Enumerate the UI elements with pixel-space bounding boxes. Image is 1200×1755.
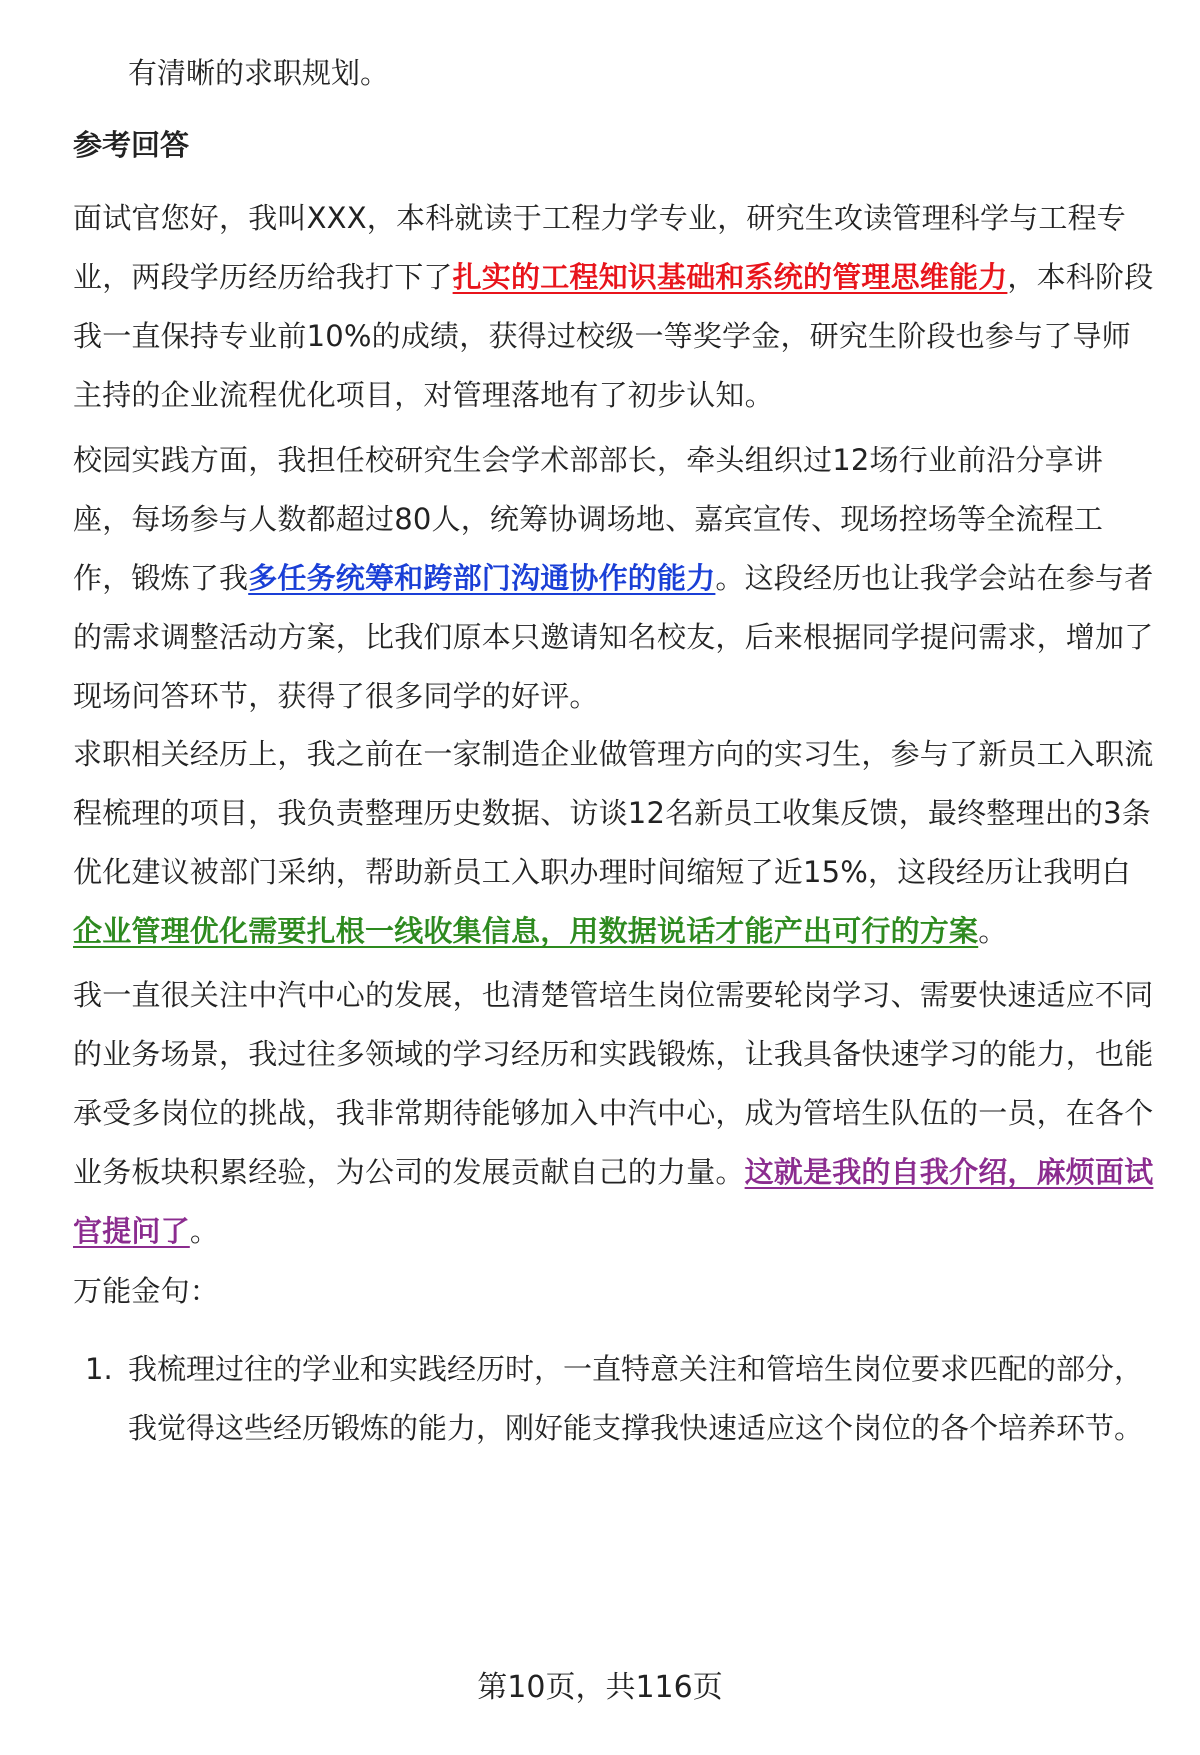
- paragraph-education-text-tail: ，本科阶段我一直保持专业前10%的成绩，获得过校级一等奖学金，研究生阶段也参与了导师主持的企业流程优化项目，对管理落地有了初步认知。: [73, 260, 1154, 412]
- section-heading: 参考回答: [73, 128, 190, 162]
- paragraph-campus: [73, 431, 1155, 726]
- list-item-number: 1.: [85, 1352, 113, 1386]
- paragraph-motivation-text: 我一直很关注中汽中心的发展，也清楚管培生岗位需要轮岗学习、需要快速适应不同的业务场景，我过往多领域的学习经历和实践锻炼，让我具备快速学习的能力，也能承受多岗位的挑战，我非常期待能够加入中汽中心，成为管培生队伍的一员，在各个业务板块积累经验，为公司的发展贡献自己的力量。: [73, 978, 1154, 1189]
- paragraph-motivation: [73, 966, 1155, 1261]
- highlight-purple-text: 这就是我的自我介绍，麻烦面试官提问了: [73, 1155, 1154, 1248]
- highlight-red-text: 扎实的工程知识基础和系统的管理思维能力: [452, 260, 1008, 294]
- list-item: [85, 1340, 1155, 1458]
- paragraph-internship-text-tail: 。: [978, 914, 1008, 948]
- page-number-footer: 第10页，共116页: [477, 1670, 723, 1705]
- paragraph-campus-text-tail: 。这段经历也让我学会站在参与者的需求调整活动方案，比我们原本只邀请知名校友，后来根据同学提问需求，增加了现场问答环节，获得了很多同学的好评。: [73, 561, 1154, 713]
- paragraph-motivation-text-tail: 。: [189, 1214, 220, 1248]
- highlight-blue-text: 多任务统筹和跨部门沟通协作的能力: [248, 561, 716, 595]
- golden-sentences-title: 万能金句：: [73, 1274, 220, 1308]
- paragraph-education: [73, 189, 1155, 425]
- paragraph-education-text: 面试官您好，我叫XXX，本科就读于工程力学专业，研究生攻读管理科学与工程专业，两段学历经历给我打下了: [73, 201, 1127, 294]
- intro-tail-text: 有清晰的求职规划。: [128, 56, 390, 90]
- paragraph-campus-text: 校园实践方面，我担任校研究生会学术部部长，牵头组织过12场行业前沿分享讲座，每场参与人数都超过80人，统筹协调场地、嘉宾宣传、现场控场等全流程工作，锻炼了我: [73, 443, 1104, 595]
- paragraph-internship: [73, 725, 1155, 961]
- paragraph-internship-text: 求职相关经历上，我之前在一家制造企业做管理方向的实习生，参与了新员工入职流程梳理的项目，我负责整理历史数据、访谈12名新员工收集反馈，最终整理出的3条优化建议被部门采纳，帮助新员工入职办理时间缩短了近15%，这段经历让我明白: [73, 737, 1154, 889]
- highlight-green-text: 企业管理优化需要扎根一线收集信息，用数据说话才能产出可行的方案: [73, 914, 979, 948]
- list-item-text: 我梳理过往的学业和实践经历时，一直特意关注和管培生岗位要求匹配的部分，我觉得这些经历锻炼的能力，刚好能支撑我快速适应这个岗位的各个培养环节。: [128, 1352, 1144, 1445]
